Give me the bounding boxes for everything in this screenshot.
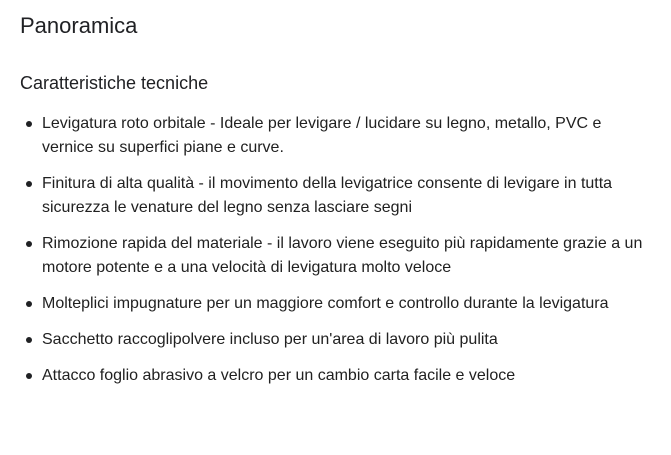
feature-item <box>20 328 650 352</box>
feature-item <box>20 172 650 220</box>
feature-text: Finitura di alta qualità - il movimento della levigatrice consente di levigare in tutta sicurezza le venature del legno senza lasciare segni <box>42 175 613 216</box>
feature-item <box>20 292 650 316</box>
feature-item <box>20 364 650 388</box>
bullet-icon <box>26 181 32 187</box>
feature-text: Molteplici impugnature per un maggiore comfort e controllo durante la levigatura <box>42 295 609 312</box>
feature-text: Levigatura roto orbitale - Ideale per levigare / lucidare su legno, metallo, PVC e vernice su superfici piane e curve. <box>42 115 602 156</box>
feature-list <box>20 112 650 388</box>
bullet-icon <box>26 241 32 247</box>
bullet-icon <box>26 337 32 343</box>
feature-item <box>20 232 650 280</box>
feature-text: Attacco foglio abrasivo a velcro per un cambio carta facile e veloce <box>42 367 516 384</box>
feature-text: Sacchetto raccoglipolvere incluso per un'area di lavoro più pulita <box>42 331 498 348</box>
bullet-icon <box>26 301 32 307</box>
feature-item <box>20 112 650 160</box>
bullet-icon <box>26 373 32 379</box>
section-title: Caratteristiche tecniche <box>20 73 209 93</box>
bullet-icon <box>26 121 32 127</box>
page-title: Panoramica <box>20 13 138 38</box>
feature-text: Rimozione rapida del materiale - il lavoro viene eseguito più rapidamente grazie a un motore potente e a una velocità di levigatura molto veloce <box>42 235 643 276</box>
